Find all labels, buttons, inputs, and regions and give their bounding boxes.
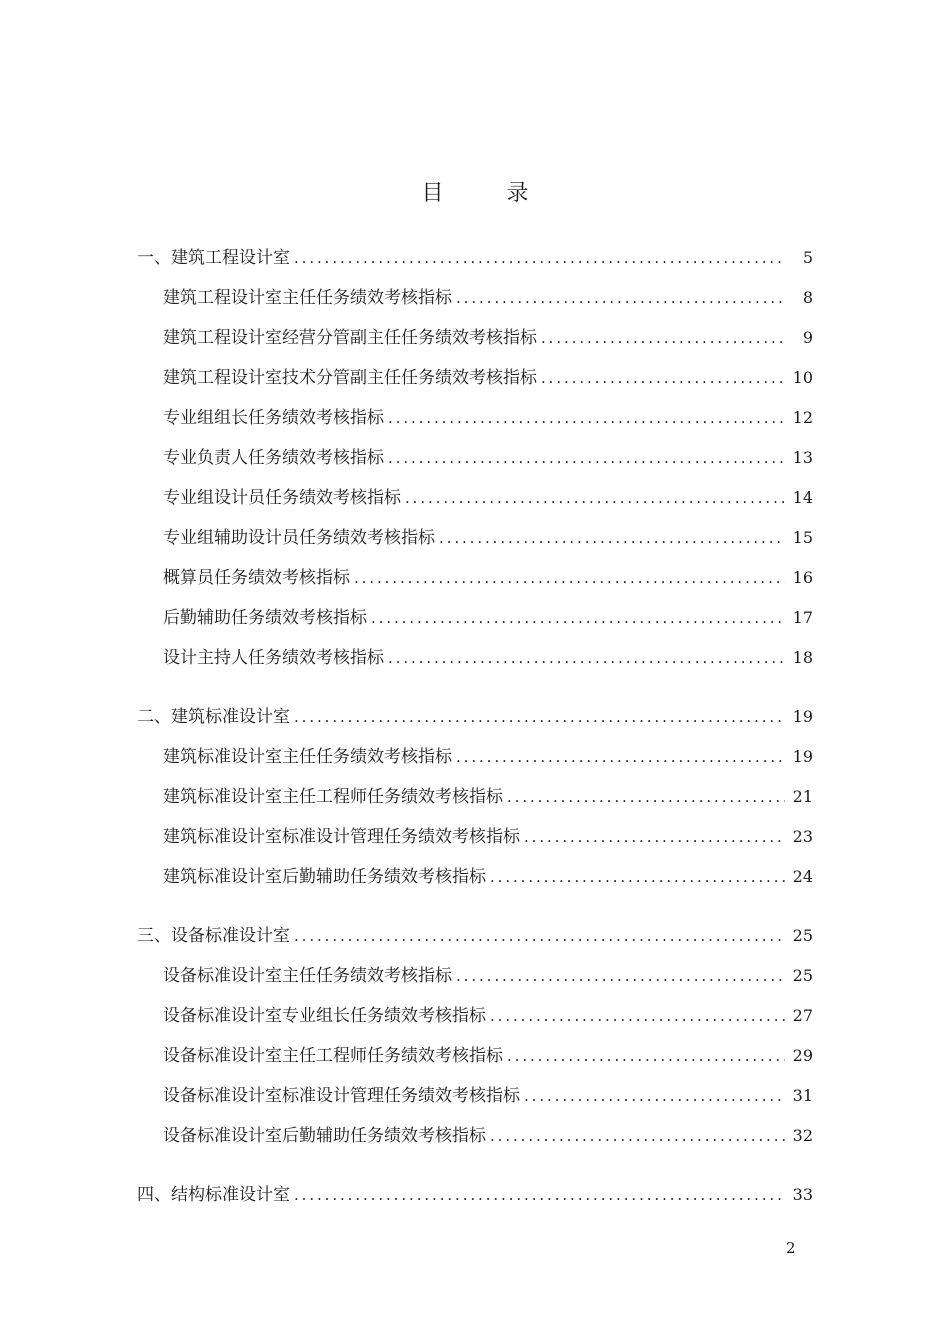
toc-leader-dots (490, 1116, 785, 1156)
toc-entry[interactable] (0, 996, 950, 1036)
toc-page-number: 18 (792, 648, 813, 667)
toc-entry-text: 设备标准设计室后勤辅助任务绩效考核指标 (163, 1126, 486, 1146)
toc-heading-text: 一、建筑工程设计室 (137, 248, 290, 268)
toc-leader-dots (524, 817, 785, 857)
toc-entry[interactable] (0, 777, 950, 817)
table-of-contents (0, 238, 950, 1234)
toc-entry[interactable] (0, 857, 950, 897)
toc-leader-dots (456, 956, 785, 996)
toc-entry-text: 设备标准设计室专业组长任务绩效考核指标 (163, 1006, 486, 1026)
toc-leader-dots (490, 996, 785, 1036)
toc-entry-text: 设备标准设计室主任工程师任务绩效考核指标 (163, 1046, 503, 1066)
toc-page-number: 33 (792, 1185, 813, 1204)
toc-section (0, 238, 950, 678)
toc-entry-text: 建筑工程设计室技术分管副主任任务绩效考核指标 (163, 368, 537, 388)
toc-leader-dots (507, 777, 785, 817)
toc-entry[interactable] (0, 598, 950, 638)
toc-page-number: 23 (792, 827, 813, 846)
toc-entry-text: 建筑标准设计室后勤辅助任务绩效考核指标 (163, 867, 486, 887)
toc-page-number: 16 (792, 568, 813, 587)
toc-leader-dots (354, 558, 785, 598)
toc-page-number: 25 (792, 926, 813, 945)
toc-page-number: 31 (792, 1086, 813, 1105)
toc-entry-text: 设备标准设计室标准设计管理任务绩效考核指标 (163, 1086, 520, 1106)
toc-page-number: 19 (792, 747, 813, 766)
toc-page-number: 24 (792, 867, 813, 886)
toc-entry-text: 建筑标准设计室主任任务绩效考核指标 (163, 747, 452, 767)
toc-page-number: 15 (792, 528, 813, 547)
toc-entry-text: 建筑工程设计室主任任务绩效考核指标 (163, 288, 452, 308)
toc-page-number: 17 (792, 608, 813, 627)
toc-page-number: 32 (792, 1126, 813, 1145)
toc-page-number: 13 (792, 448, 813, 467)
toc-entry[interactable] (0, 1076, 950, 1116)
toc-heading-text: 四、结构标准设计室 (137, 1185, 290, 1205)
toc-entry[interactable] (0, 1116, 950, 1156)
toc-leader-dots (541, 318, 785, 358)
toc-heading[interactable] (0, 916, 950, 956)
page-title: 目 录 (421, 181, 557, 206)
toc-entry-text: 设计主持人任务绩效考核指标 (163, 648, 384, 668)
toc-leader-dots (294, 916, 785, 956)
toc-entry-text: 建筑工程设计室经营分管副主任任务绩效考核指标 (163, 328, 537, 348)
toc-leader-dots (294, 238, 785, 278)
toc-entry-text: 专业组设计员任务绩效考核指标 (163, 488, 401, 508)
toc-entry[interactable] (0, 478, 950, 518)
page-number: 2 (786, 1239, 796, 1257)
toc-entry[interactable] (0, 558, 950, 598)
toc-entry[interactable] (0, 278, 950, 318)
toc-heading-text: 二、建筑标准设计室 (137, 707, 290, 727)
toc-entry[interactable] (0, 318, 950, 358)
toc-leader-dots (388, 638, 785, 678)
toc-entry[interactable] (0, 398, 950, 438)
toc-entry-text: 设备标准设计室主任任务绩效考核指标 (163, 966, 452, 986)
toc-page-number: 8 (802, 288, 813, 307)
toc-entry-text: 专业组组长任务绩效考核指标 (163, 408, 384, 428)
toc-entry[interactable] (0, 358, 950, 398)
toc-entry[interactable] (0, 518, 950, 558)
toc-leader-dots (388, 438, 785, 478)
toc-page-number: 5 (802, 248, 813, 267)
toc-leader-dots (439, 518, 785, 558)
toc-entry-text: 建筑标准设计室主任工程师任务绩效考核指标 (163, 787, 503, 807)
toc-leader-dots (456, 278, 785, 318)
toc-section (0, 1175, 950, 1215)
toc-page-number: 14 (792, 488, 813, 507)
toc-section (0, 697, 950, 897)
toc-entry[interactable] (0, 638, 950, 678)
toc-entry[interactable] (0, 737, 950, 777)
toc-entry[interactable] (0, 438, 950, 478)
toc-entry[interactable] (0, 956, 950, 996)
toc-section (0, 916, 950, 1156)
toc-entry-text: 专业组辅助设计员任务绩效考核指标 (163, 528, 435, 548)
toc-page-number: 12 (792, 408, 813, 427)
toc-page-number: 25 (792, 966, 813, 985)
toc-entry[interactable] (0, 1036, 950, 1076)
toc-entry[interactable] (0, 817, 950, 857)
toc-page-number: 19 (792, 707, 813, 726)
toc-leader-dots (507, 1036, 785, 1076)
toc-leader-dots (490, 857, 785, 897)
toc-page-number: 27 (792, 1006, 813, 1025)
toc-heading-text: 三、设备标准设计室 (137, 926, 290, 946)
toc-leader-dots (541, 358, 785, 398)
toc-entry-text: 概算员任务绩效考核指标 (163, 568, 350, 588)
toc-heading[interactable] (0, 1175, 950, 1215)
toc-heading[interactable] (0, 238, 950, 278)
toc-page-number: 21 (792, 787, 813, 806)
toc-leader-dots (388, 398, 785, 438)
toc-heading[interactable] (0, 697, 950, 737)
toc-entry-text: 专业负责人任务绩效考核指标 (163, 448, 384, 468)
toc-page-number: 10 (792, 368, 813, 387)
toc-leader-dots (294, 697, 785, 737)
toc-leader-dots (294, 1175, 785, 1215)
toc-page-number: 29 (792, 1046, 813, 1065)
toc-leader-dots (405, 478, 785, 518)
toc-leader-dots (371, 598, 785, 638)
toc-leader-dots (524, 1076, 785, 1116)
toc-page-number: 9 (802, 328, 813, 347)
toc-entry-text: 后勤辅助任务绩效考核指标 (163, 608, 367, 628)
toc-leader-dots (456, 737, 785, 777)
toc-entry-text: 建筑标准设计室标准设计管理任务绩效考核指标 (163, 827, 520, 847)
